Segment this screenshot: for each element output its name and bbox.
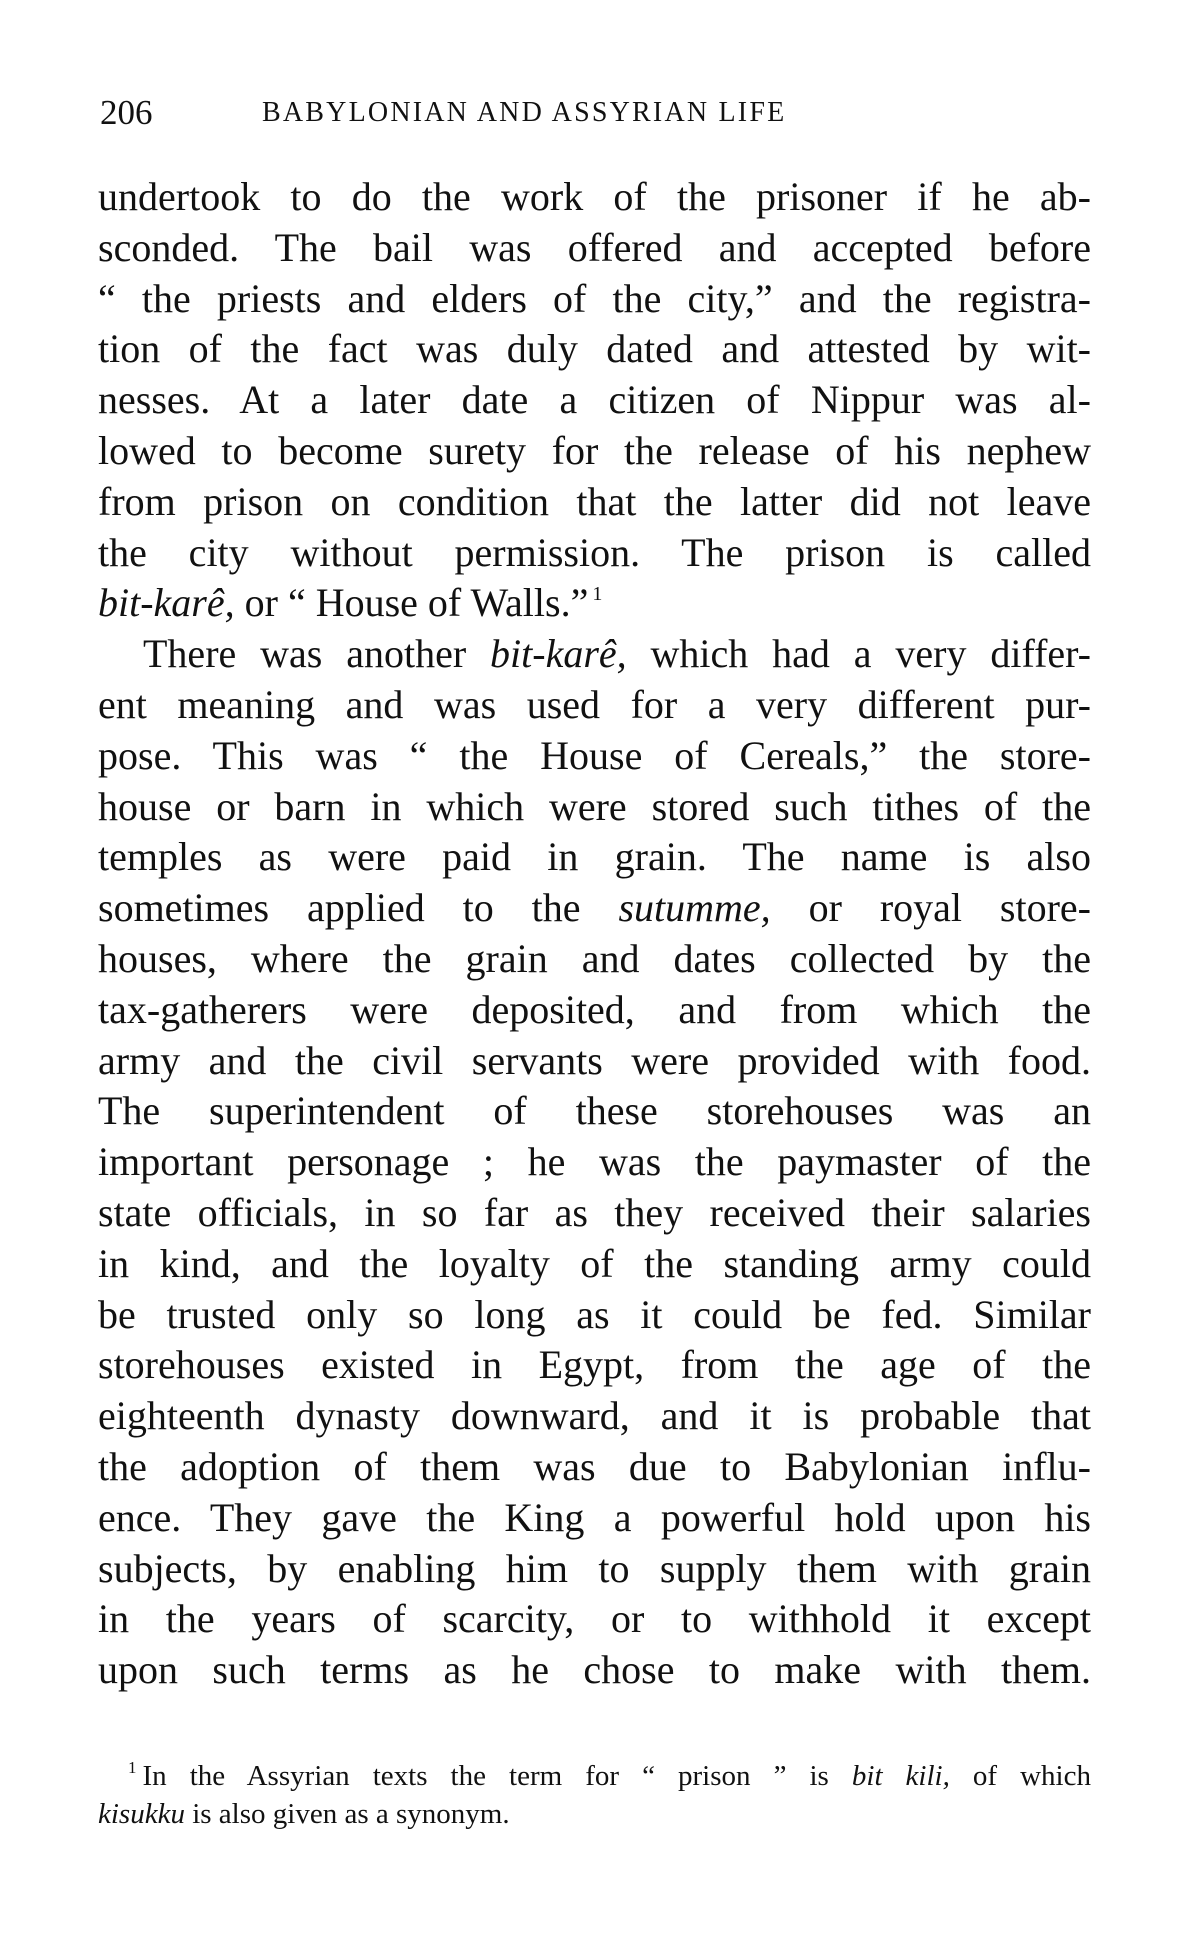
text-line: sconded. The bail was offered and accepted before xyxy=(98,224,1091,270)
text-line: important personage ; he was the paymaster of the xyxy=(98,1139,1091,1185)
text-line: ent meaning and was used for a very different pur- xyxy=(98,681,1091,727)
footnote-reference: 1 xyxy=(592,583,603,606)
text-run: In the Assyrian texts the term for “ prison ” is xyxy=(142,1760,852,1792)
footnote-line xyxy=(98,1795,1091,1833)
term-sutumme: sutumme, xyxy=(618,885,771,931)
text-line xyxy=(98,883,1091,934)
text-line: tax-gatherers were deposited, and from which the xyxy=(98,986,1091,1032)
text-run: or “ House of Walls.” xyxy=(234,580,589,626)
body-text xyxy=(98,172,1091,1696)
text-line xyxy=(98,578,1091,629)
text-run: There was another xyxy=(143,631,491,677)
term-bit-kare: bit-karê, xyxy=(98,580,235,626)
text-line: in the years of scarcity, or to withhold it except xyxy=(98,1596,1091,1642)
text-run: of which xyxy=(949,1760,1091,1792)
text-line: be trusted only so long as it could be fed. Similar xyxy=(98,1291,1091,1337)
term-bit-kare: bit-karê, xyxy=(490,631,627,677)
text-line: The superintendent of these storehouses was an xyxy=(98,1088,1091,1134)
text-run: is also given as a synonym. xyxy=(184,1798,510,1830)
footnotes xyxy=(98,1757,1091,1833)
text-line: eighteenth dynasty downward, and it is probable that xyxy=(98,1393,1091,1439)
text-line: undertook to do the work of the prisoner if he ab- xyxy=(98,174,1091,219)
text-run: which had a very differ- xyxy=(626,631,1091,677)
text-line: storehouses existed in Egypt, from the age of the xyxy=(98,1342,1091,1388)
text-line: state officials, in so far as they received their salaries xyxy=(98,1189,1091,1235)
running-head xyxy=(100,88,960,138)
text-line: pose. This was “ the House of Cereals,” the store- xyxy=(98,732,1091,778)
text-run: or royal store- xyxy=(770,885,1091,931)
text-line: ence. They gave the King a powerful hold upon his xyxy=(98,1494,1091,1540)
text-line: “ the priests and elders of the city,” and the registra- xyxy=(98,275,1091,321)
text-line: house or barn in which were stored such tithes of the xyxy=(98,783,1091,829)
term-bit-kili: bit kili, xyxy=(851,1760,950,1792)
term-kisukku: kisukku xyxy=(98,1798,185,1830)
text-line xyxy=(98,629,1091,680)
text-line: army and the civil servants were provided with food. xyxy=(98,1037,1091,1083)
text-line: the city without permission. The prison is called xyxy=(98,529,1091,575)
text-line: houses, where the grain and dates collected by the xyxy=(98,935,1091,981)
page-number: 206 xyxy=(100,93,153,132)
text-line: nesses. At a later date a citizen of Nippur was al- xyxy=(98,377,1091,423)
text-line: tion of the fact was duly dated and attested by wit- xyxy=(98,326,1091,372)
text-line: in kind, and the loyalty of the standing army could xyxy=(98,1240,1091,1286)
running-title: BABYLONIAN AND ASSYRIAN LIFE xyxy=(262,97,787,128)
text-line: from prison on condition that the latter did not leave xyxy=(98,478,1091,524)
text-line: the adoption of them was due to Babylonian influ- xyxy=(98,1443,1091,1489)
footnote-mark: 1 xyxy=(128,1758,137,1777)
text-line: temples as were paid in grain. The name is also xyxy=(98,834,1091,880)
text-line: upon such terms as he chose to make with them. xyxy=(98,1647,1091,1693)
footnote-line xyxy=(98,1757,1091,1795)
text-line: subjects, by enabling him to supply them with grain xyxy=(98,1545,1091,1591)
text-line: lowed to become surety for the release of his nephew xyxy=(98,427,1091,473)
text-run: sometimes applied to the xyxy=(98,885,619,931)
